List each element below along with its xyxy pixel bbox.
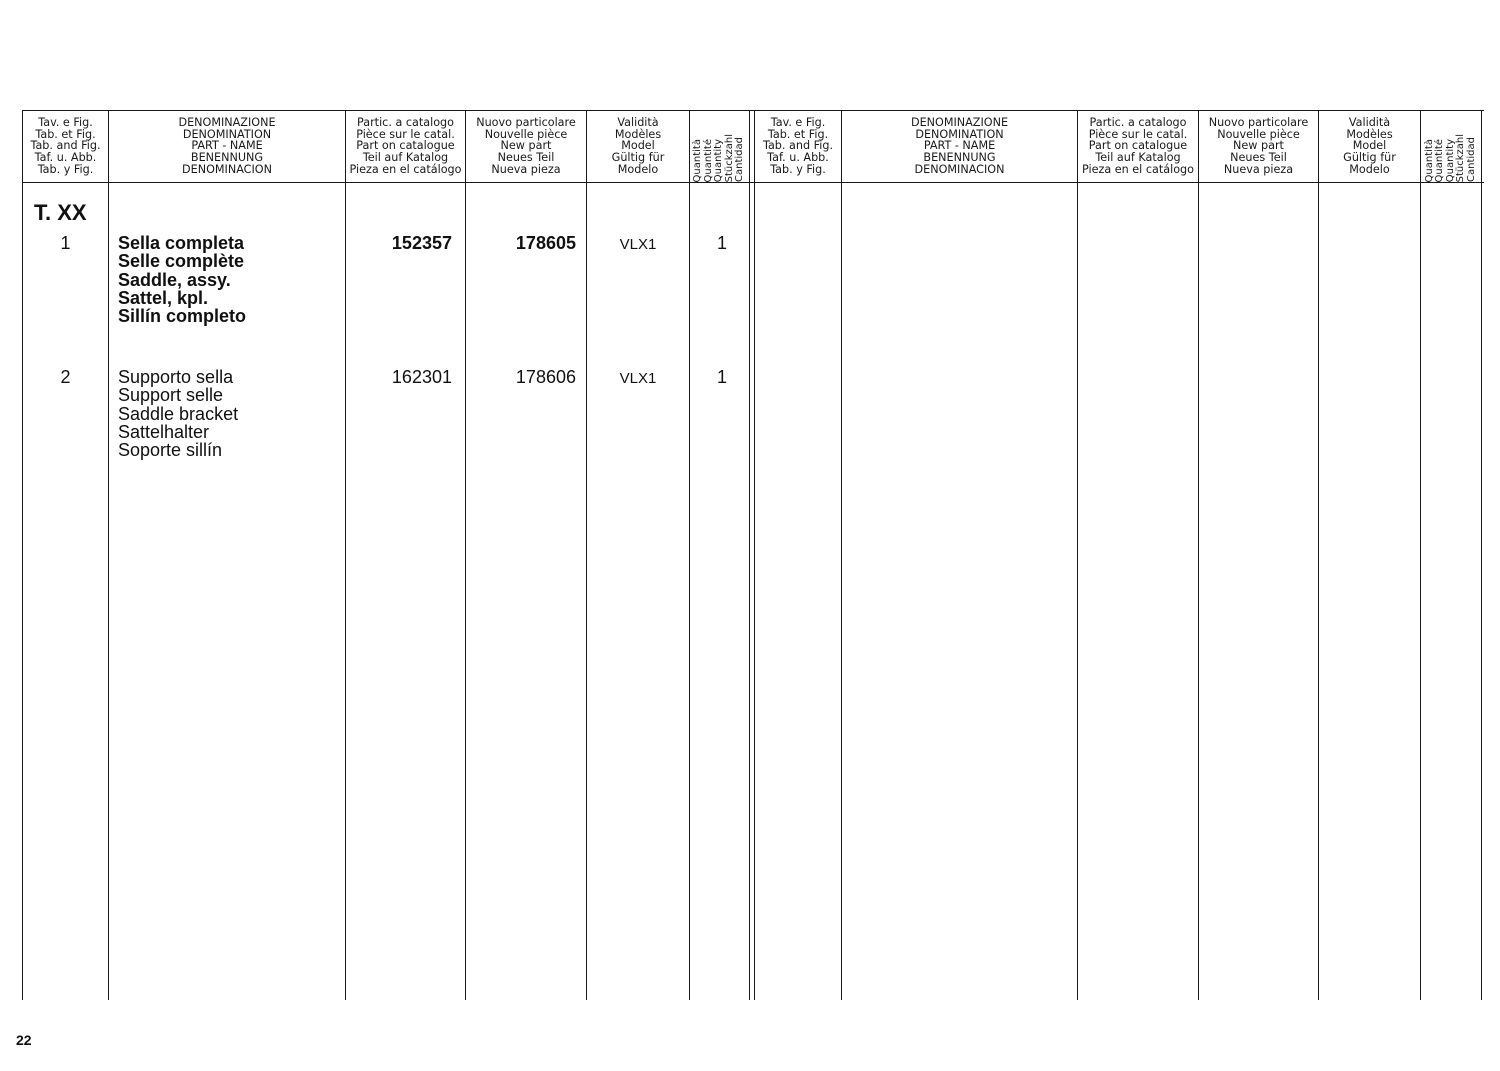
col-line: [1198, 110, 1199, 1000]
row-fig-number: 2: [60, 367, 71, 387]
header-quantita: Quantità Quantité Quantity Stückzahl Cantidad: [692, 133, 746, 182]
table-top-rule: [22, 110, 1484, 111]
header-nuovo-particolare: Nuovo particolare Nouvelle pièce New part Neues Teil Nueva pieza: [476, 117, 576, 176]
header-validita: Validità Modèles Model Gültig für Modelo: [611, 117, 665, 176]
row-quantity: 1: [716, 233, 727, 253]
header-denominazione-right: DENOMINAZIONE DENOMINATION PART - NAME BENENNUNG DENOMINACION: [910, 117, 1009, 176]
row-quantity: 1: [716, 367, 727, 387]
col-line: [1481, 110, 1482, 1000]
header-partic-catalogo-right: Partic. a catalogo Pièce sur le catal. Part on catalogue Teil auf Katalog Pieza en el catálogo: [1081, 117, 1194, 176]
row-new-part: 178606: [515, 367, 576, 387]
row-part-names: Sella completa Selle complète Saddle, assy. Sattel, kpl. Sillín completo: [118, 233, 247, 327]
col-line: [1077, 110, 1078, 1000]
col-line: [841, 110, 842, 1000]
row-validity: VLX1: [619, 370, 657, 387]
row-catalog-part: 162301: [391, 367, 452, 387]
header-validita-right: Validità Modèles Model Gültig für Modelo: [1343, 117, 1396, 176]
header-tav-fig: Tav. e Fig. Tab. et Fig. Tab. and Fig. Taf. u. Abb. Tab. y Fig.: [30, 117, 101, 176]
col-line: [108, 110, 109, 1000]
header-nuovo-particolare-right: Nuovo particolare Nouvelle pièce New part Neues Teil Nueva pieza: [1208, 117, 1309, 176]
col-line: [1318, 110, 1319, 1000]
header-partic-catalogo: Partic. a catalogo Pièce sur le catal. Part on catalogue Teil auf Katalog Pieza en el catálogo: [349, 117, 462, 176]
header-quantita-right: Quantità Quantité Quantity Stückzahl Cantidad: [1423, 133, 1477, 182]
row-fig-number: 1: [60, 233, 71, 253]
row-validity: VLX1: [619, 236, 657, 253]
center-double-rule: [754, 110, 755, 1000]
header-tav-fig-right: Tav. e Fig. Tab. et Fig. Tab. and Fig. Taf. u. Abb. Tab. y Fig.: [762, 117, 834, 176]
page-number: 22: [16, 1032, 32, 1048]
row-catalog-part: 152357: [391, 233, 452, 253]
col-line: [1420, 110, 1421, 1000]
row-new-part: 178605: [515, 233, 576, 253]
header-bottom-rule: [22, 182, 1484, 183]
table-title: T. XX: [34, 200, 87, 225]
row-part-names: Supporto sella Support selle Saddle bracket Sattelhalter Soporte sillín: [118, 367, 239, 461]
header-denominazione: DENOMINAZIONE DENOMINATION PART - NAME BENENNUNG DENOMINACION: [178, 117, 276, 176]
